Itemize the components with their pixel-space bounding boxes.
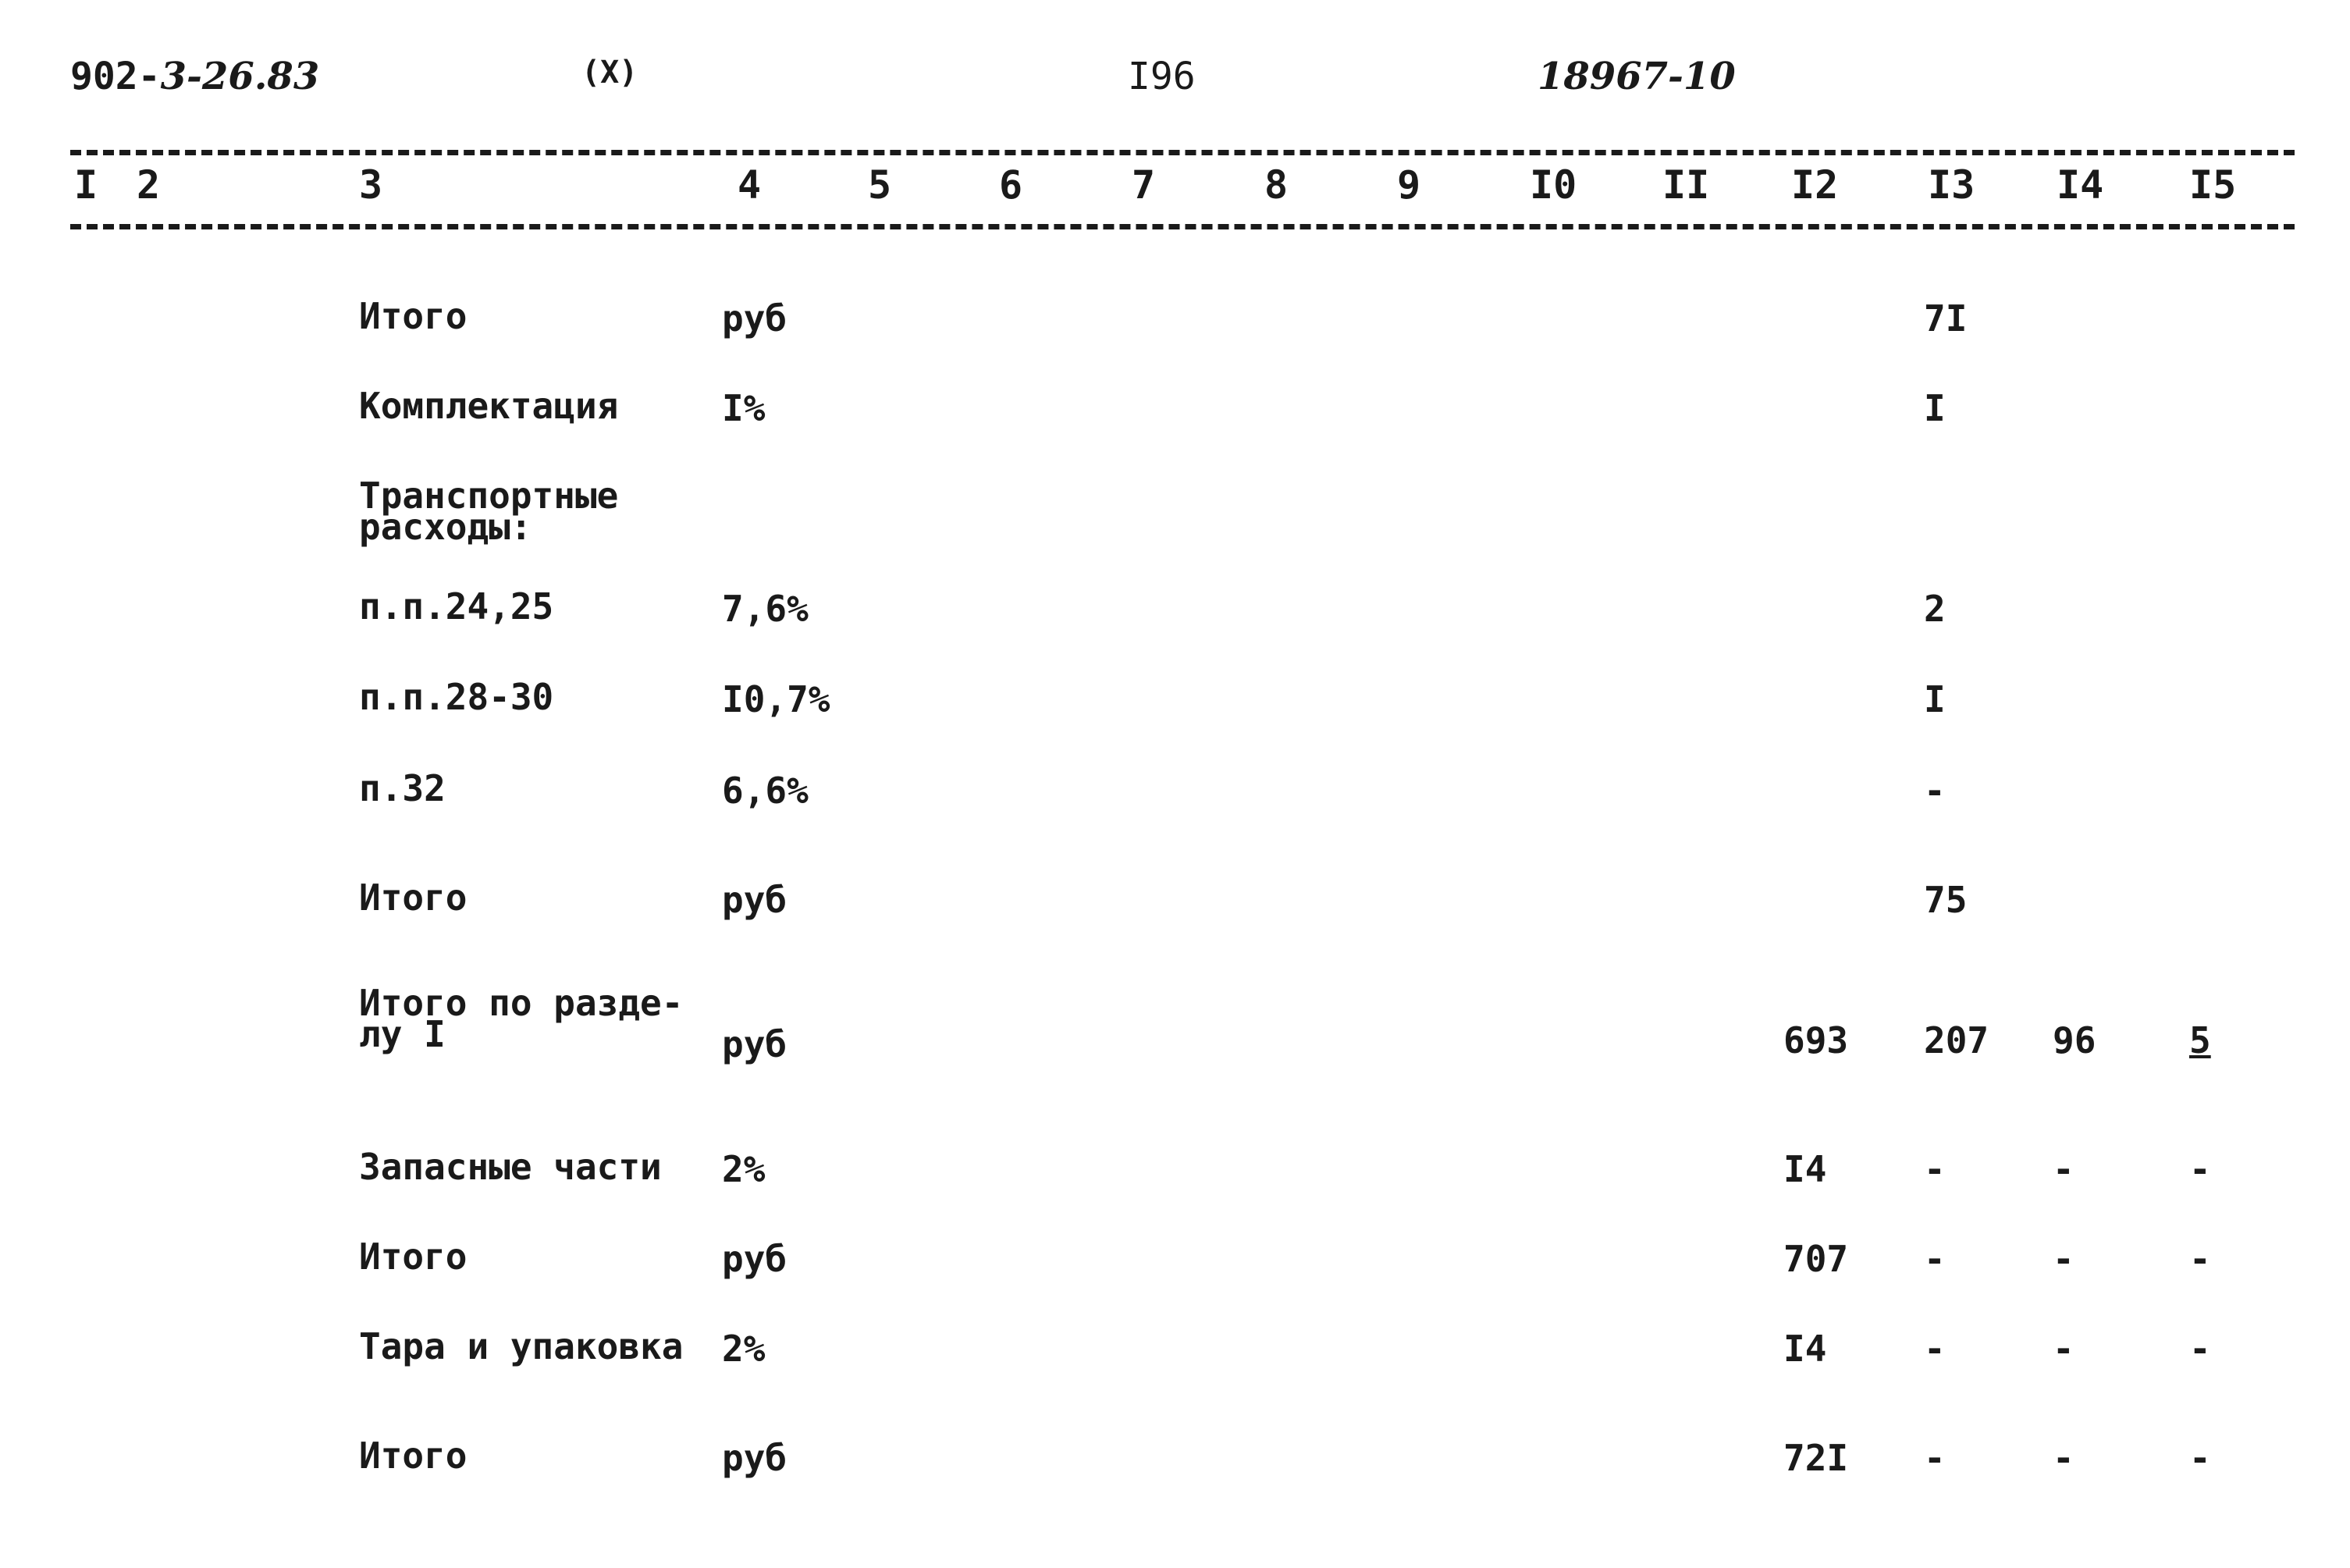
col15-value: - <box>2189 1328 2211 1370</box>
row-label: Транспортные расходы: <box>359 475 619 548</box>
column-number: 6 <box>999 162 1023 208</box>
column-number: I0 <box>1530 162 1577 208</box>
column-number: 5 <box>868 162 892 208</box>
col13-value: 75 <box>1924 879 1968 921</box>
col13-value: 207 <box>1924 1019 1989 1061</box>
col14-value: - <box>2053 1437 2074 1479</box>
col13-value: I <box>1924 387 1946 429</box>
document-code-printed: 902- <box>70 55 161 98</box>
document-number: 18967-10 <box>1538 55 1736 98</box>
col12-value: 72I <box>1783 1437 1849 1479</box>
column-number: II <box>1662 162 1710 208</box>
row-unit: руб <box>722 1238 787 1280</box>
col13-value: - <box>1924 1437 1946 1479</box>
col13-value: - <box>1924 1328 1946 1370</box>
row-unit: руб <box>722 879 787 921</box>
column-number: I2 <box>1791 162 1839 208</box>
row-unit: руб <box>722 1437 787 1479</box>
header-rule-bottom <box>70 224 2295 229</box>
col15-value: - <box>2189 1238 2211 1280</box>
row-label: Итого <box>359 1435 468 1477</box>
col15-value: - <box>2189 1437 2211 1479</box>
row-label: п.32 <box>359 767 446 809</box>
col15-value: - <box>2189 1148 2211 1190</box>
page-number: I96 <box>1128 55 1196 98</box>
row-unit: I% <box>722 387 766 429</box>
col12-value: 707 <box>1783 1238 1849 1280</box>
row-label: Итого <box>359 876 468 919</box>
col14-value: - <box>2053 1238 2074 1280</box>
row-label: Запасные части <box>359 1146 662 1188</box>
row-label: п.п.24,25 <box>359 585 554 628</box>
column-number: 3 <box>359 162 383 208</box>
column-number: 4 <box>738 162 762 208</box>
col13-value: - <box>1924 1238 1946 1280</box>
col14-value: - <box>2053 1148 2074 1190</box>
col13-value: - <box>1924 1148 1946 1190</box>
row-label: Итого по разде- лу I <box>359 982 684 1055</box>
header-rule-top <box>70 150 2295 155</box>
col12-value: I4 <box>1783 1148 1827 1190</box>
column-number: I3 <box>1928 162 1975 208</box>
document-code <box>70 55 319 98</box>
row-label: Итого <box>359 1236 468 1278</box>
column-number: 8 <box>1264 162 1289 208</box>
row-label: Тара и упаковка <box>359 1325 684 1367</box>
row-label: Комплектация <box>359 385 619 427</box>
document-code-handwritten: 3-26.83 <box>160 55 320 98</box>
column-number: 9 <box>1397 162 1421 208</box>
row-unit: 2% <box>722 1328 766 1370</box>
column-number: I4 <box>2057 162 2104 208</box>
row-unit: 7,6% <box>722 588 809 630</box>
column-number-row <box>0 162 2350 217</box>
column-number: 7 <box>1132 162 1156 208</box>
row-unit: I0,7% <box>722 678 830 720</box>
row-unit: 6,6% <box>722 770 809 812</box>
col13-value: 2 <box>1924 588 1946 630</box>
row-label: п.п.28-30 <box>359 676 554 718</box>
col12-value: I4 <box>1783 1328 1827 1370</box>
col13-value: - <box>1924 770 1946 812</box>
column-number: I5 <box>2189 162 2237 208</box>
col13-value: 7I <box>1924 297 1968 340</box>
col15-value: 5 <box>2189 1019 2211 1061</box>
col12-value: 693 <box>1783 1019 1849 1061</box>
row-unit: 2% <box>722 1148 766 1190</box>
col13-value: I <box>1924 678 1946 720</box>
document-mark: (X) <box>581 55 638 91</box>
row-label: Итого <box>359 295 468 337</box>
row-unit: руб <box>722 297 787 340</box>
col14-value: 96 <box>2053 1019 2096 1061</box>
col14-value: - <box>2053 1328 2074 1370</box>
row-unit: руб <box>722 1023 787 1065</box>
column-number: 2 <box>137 162 161 208</box>
column-number: I <box>74 162 98 208</box>
